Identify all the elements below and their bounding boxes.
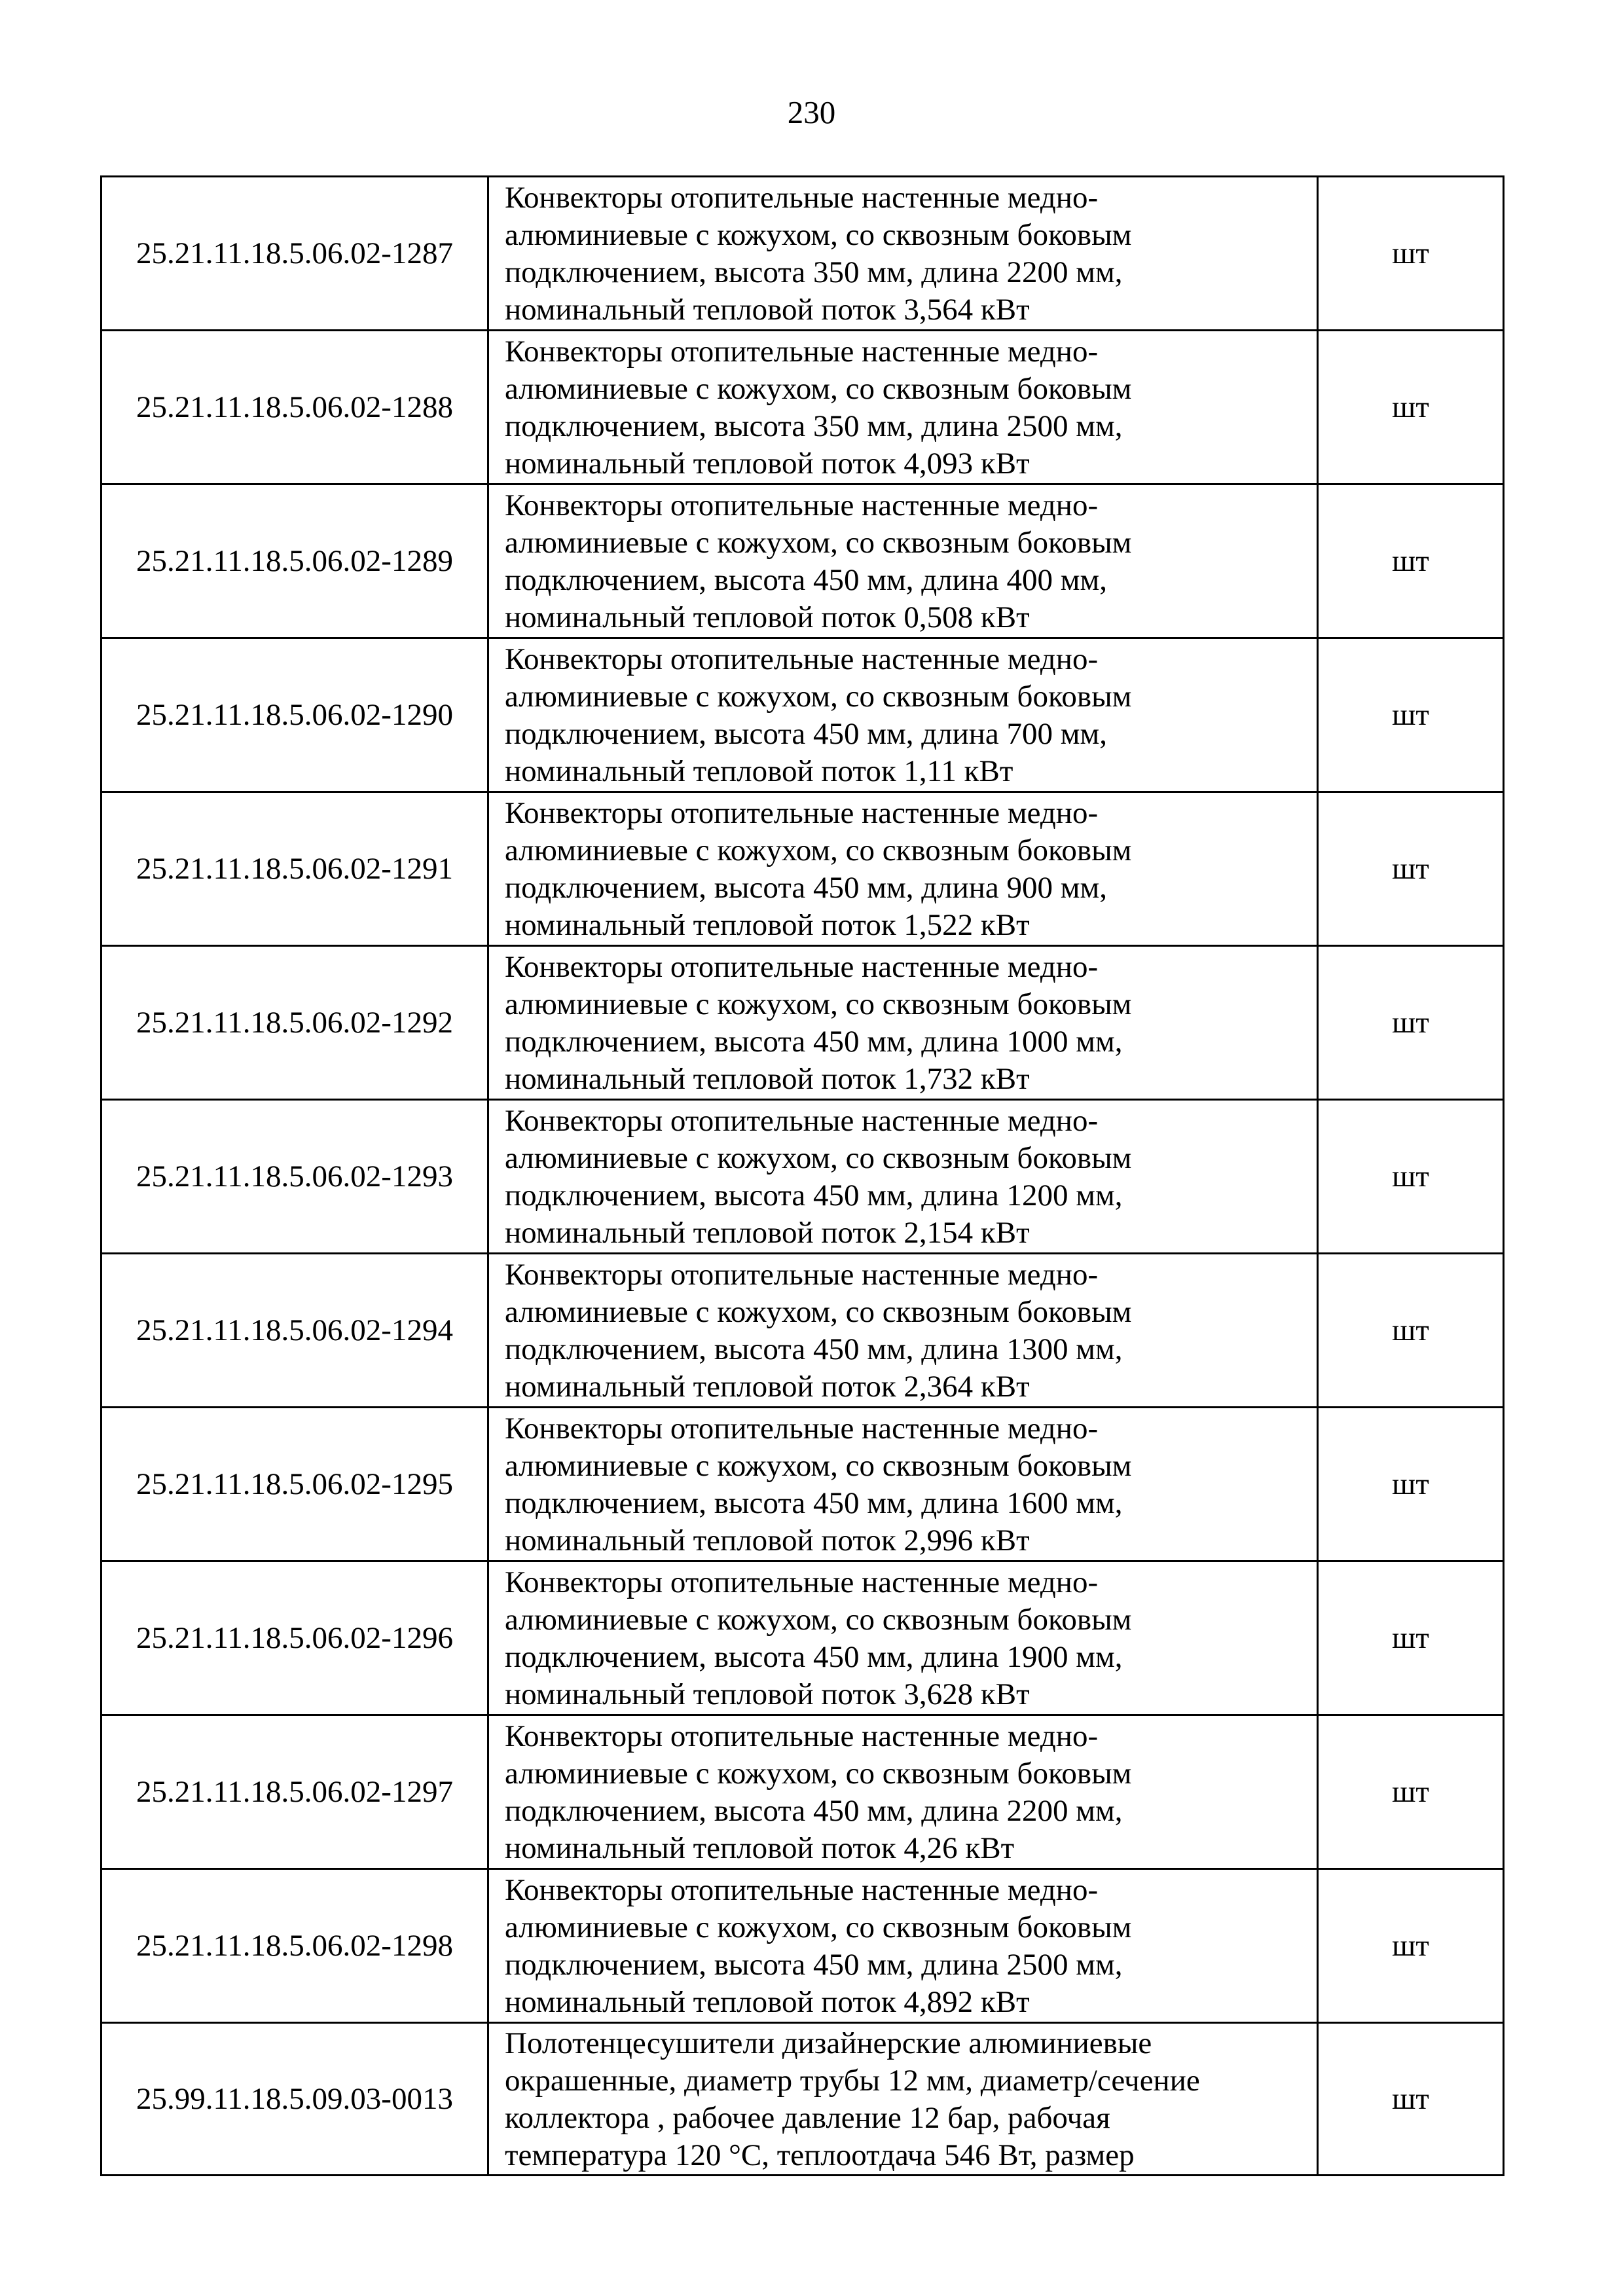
resource-code: 25.21.11.18.5.06.02-1287 xyxy=(101,177,488,331)
description-text: Конвекторы отопительные настенные медно- алюминиевые с кожухом, со сквозным боковым подключением, высота 450 мм, длина 2200 мм, номинальный тепловой поток 4,26 кВт xyxy=(505,1719,1132,1865)
table-row xyxy=(101,484,1504,638)
description-text: Конвекторы отопительные настенные медно- алюминиевые с кожухом, со сквозным боковым подключением, высота 450 мм, длина 1600 мм, номинальный тепловой поток 2,996 кВт xyxy=(505,1412,1132,1558)
description-text: Конвекторы отопительные настенные медно- алюминиевые с кожухом, со сквозным боковым подключением, высота 450 мм, длина 2500 мм, номинальный тепловой поток 4,892 кВт xyxy=(505,1873,1132,2019)
resource-code: 25.21.11.18.5.06.02-1290 xyxy=(101,638,488,792)
table-row xyxy=(101,638,1504,792)
resource-code: 25.21.11.18.5.06.02-1298 xyxy=(101,1869,488,2023)
resource-description xyxy=(488,792,1318,946)
description-text: Конвекторы отопительные настенные медно- алюминиевые с кожухом, со сквозным боковым подключением, высота 450 мм, длина 400 мм, номинальный тепловой поток 0,508 кВт xyxy=(505,488,1132,634)
table-row xyxy=(101,1715,1504,1869)
table-row xyxy=(101,1100,1504,1254)
resource-code: 25.21.11.18.5.06.02-1293 xyxy=(101,1100,488,1254)
unit-of-measure: шт xyxy=(1318,638,1504,792)
resource-code: 25.21.11.18.5.06.02-1292 xyxy=(101,946,488,1100)
unit-of-measure: шт xyxy=(1318,1254,1504,1408)
unit-of-measure: шт xyxy=(1318,946,1504,1100)
description-text: Полотенцесушители дизайнерские алюминиевые окрашенные, диаметр трубы 12 мм, диаметр/сечение коллектора , рабочее давление 12 бар, рабочая температура 120 °С, теплоотдача 546 Вт, размер xyxy=(505,2026,1200,2172)
resource-code: 25.21.11.18.5.06.02-1291 xyxy=(101,792,488,946)
description-text: Конвекторы отопительные настенные медно- алюминиевые с кожухом, со сквозным боковым подключением, высота 350 мм, длина 2500 мм, номинальный тепловой поток 4,093 кВт xyxy=(505,335,1132,481)
resource-code: 25.21.11.18.5.06.02-1294 xyxy=(101,1254,488,1408)
unit-of-measure: шт xyxy=(1318,2023,1504,2176)
unit-of-measure: шт xyxy=(1318,1100,1504,1254)
description-text: Конвекторы отопительные настенные медно- алюминиевые с кожухом, со сквозным боковым подключением, высота 450 мм, длина 1200 мм, номинальный тепловой поток 2,154 кВт xyxy=(505,1104,1132,1250)
resource-table xyxy=(100,175,1504,2176)
unit-of-measure: шт xyxy=(1318,1715,1504,1869)
table-row xyxy=(101,792,1504,946)
table-row xyxy=(101,946,1504,1100)
resource-description xyxy=(488,638,1318,792)
resource-description xyxy=(488,946,1318,1100)
resource-code: 25.21.11.18.5.06.02-1288 xyxy=(101,331,488,484)
unit-of-measure: шт xyxy=(1318,331,1504,484)
description-text: Конвекторы отопительные настенные медно- алюминиевые с кожухом, со сквозным боковым подключением, высота 450 мм, длина 1300 мм, номинальный тепловой поток 2,364 кВт xyxy=(505,1258,1132,1404)
table-row xyxy=(101,2023,1504,2176)
unit-of-measure: шт xyxy=(1318,1408,1504,1561)
resource-description xyxy=(488,331,1318,484)
resource-description xyxy=(488,1561,1318,1715)
description-text: Конвекторы отопительные настенные медно- алюминиевые с кожухом, со сквозным боковым подключением, высота 450 мм, длина 1900 мм, номинальный тепловой поток 3,628 кВт xyxy=(505,1565,1132,1711)
table-row xyxy=(101,177,1504,331)
unit-of-measure: шт xyxy=(1318,484,1504,638)
description-text: Конвекторы отопительные настенные медно- алюминиевые с кожухом, со сквозным боковым подключением, высота 450 мм, длина 900 мм, номинальный тепловой поток 1,522 кВт xyxy=(505,796,1132,942)
table-row xyxy=(101,1561,1504,1715)
unit-of-measure: шт xyxy=(1318,792,1504,946)
resource-description xyxy=(488,1408,1318,1561)
table-row xyxy=(101,331,1504,484)
unit-of-measure: шт xyxy=(1318,1869,1504,2023)
resource-description xyxy=(488,1254,1318,1408)
table-row xyxy=(101,1254,1504,1408)
description-text: Конвекторы отопительные настенные медно- алюминиевые с кожухом, со сквозным боковым подключением, высота 450 мм, длина 700 мм, номинальный тепловой поток 1,11 кВт xyxy=(505,642,1132,788)
resource-description xyxy=(488,1715,1318,1869)
resource-description xyxy=(488,1869,1318,2023)
table-row xyxy=(101,1869,1504,2023)
resource-code: 25.99.11.18.5.09.03-0013 xyxy=(101,2023,488,2176)
resource-code: 25.21.11.18.5.06.02-1296 xyxy=(101,1561,488,1715)
resource-description xyxy=(488,1100,1318,1254)
description-text: Конвекторы отопительные настенные медно- алюминиевые с кожухом, со сквозным боковым подключением, высота 350 мм, длина 2200 мм, номинальный тепловой поток 3,564 кВт xyxy=(505,181,1132,327)
unit-of-measure: шт xyxy=(1318,1561,1504,1715)
page-number: 230 xyxy=(787,94,836,130)
description-text: Конвекторы отопительные настенные медно- алюминиевые с кожухом, со сквозным боковым подключением, высота 450 мм, длина 1000 мм, номинальный тепловой поток 1,732 кВт xyxy=(505,950,1132,1096)
resource-code: 25.21.11.18.5.06.02-1297 xyxy=(101,1715,488,1869)
table-row xyxy=(101,1408,1504,1561)
resource-description xyxy=(488,484,1318,638)
resource-code: 25.21.11.18.5.06.02-1289 xyxy=(101,484,488,638)
unit-of-measure: шт xyxy=(1318,177,1504,331)
resource-code: 25.21.11.18.5.06.02-1295 xyxy=(101,1408,488,1561)
resource-description xyxy=(488,2023,1318,2176)
resource-description xyxy=(488,177,1318,331)
